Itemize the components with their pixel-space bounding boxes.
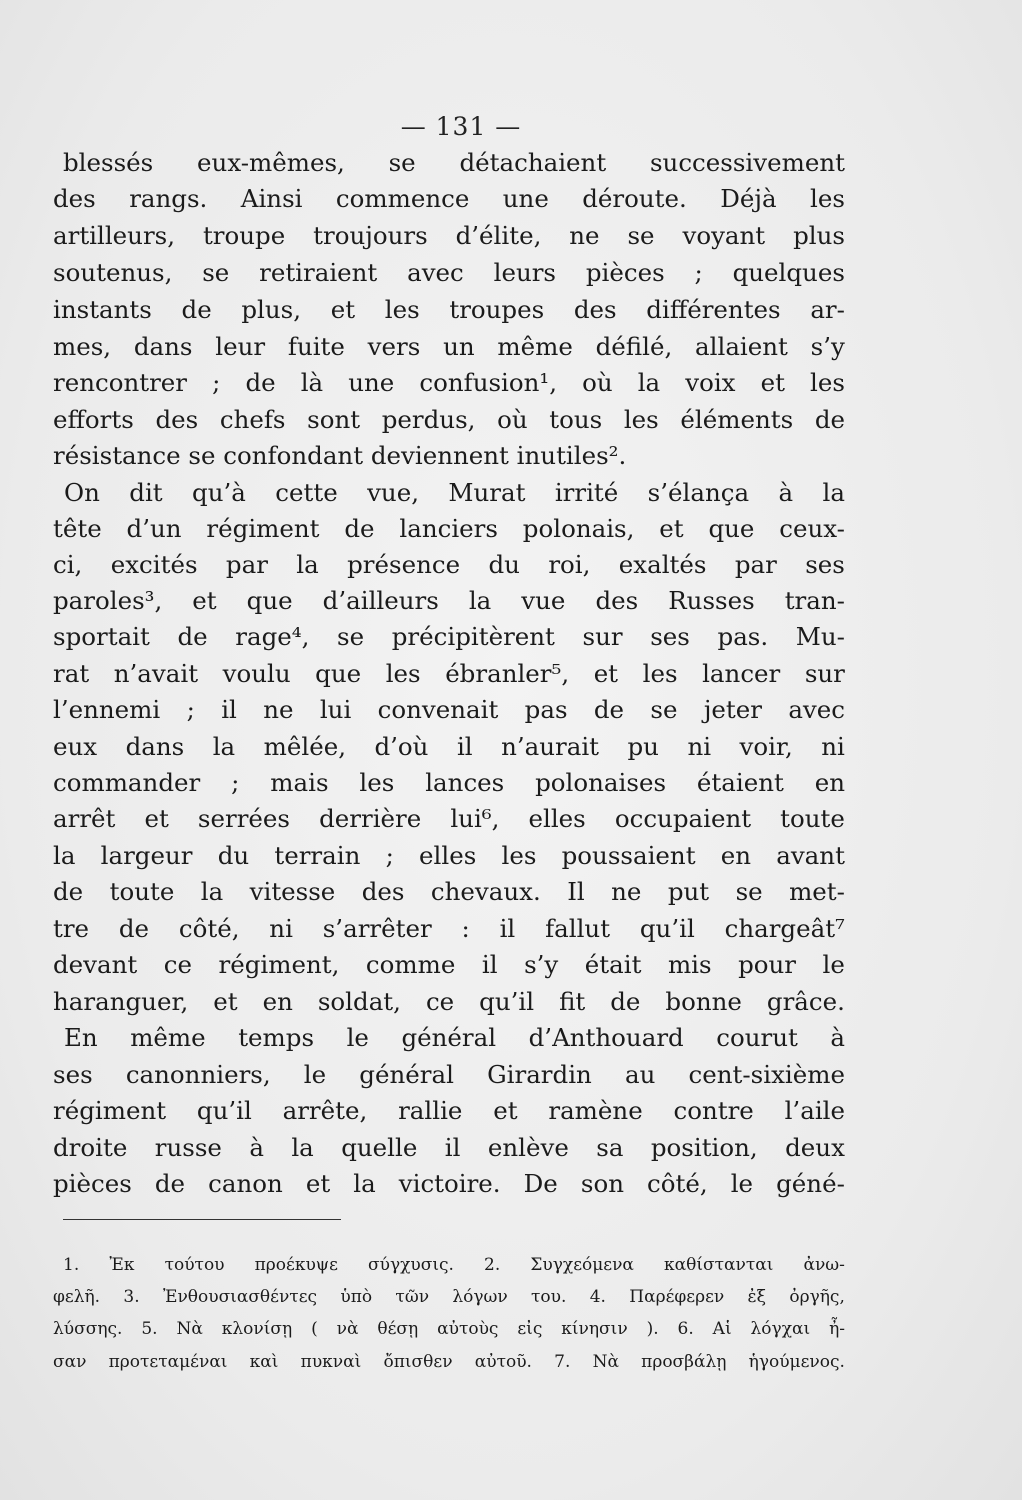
- text-line: rat n’avait voulu que les ébranler⁵, et les lancer sur: [53, 658, 845, 688]
- text-line: instants de plus, et les troupes des différentes ar-: [53, 294, 845, 324]
- text-line: ses canonniers, le général Girardin au cent-sixième: [53, 1059, 845, 1089]
- footnote-line: λύσσης. 5. Νὰ κλονίσῃ ( νὰ θέσῃ αὐτοὺς εἰς κίνησιν ). 6. Αἱ λόγχαι ἦ-: [53, 1319, 845, 1339]
- text-line: des rangs. Ainsi commence une déroute. Déjà les: [53, 183, 845, 213]
- footnote-separator: [63, 1219, 341, 1220]
- text-line: régiment qu’il arrête, rallie et ramène contre l’aile: [53, 1095, 845, 1125]
- text-line: la largeur du terrain ; elles les poussaient en avant: [53, 840, 845, 870]
- text-line: sportait de rage⁴, se précipitèrent sur ses pas. Mu-: [53, 621, 845, 651]
- text-line: blessés eux-mêmes, se détachaient successivement: [63, 147, 845, 177]
- text-line: tête d’un régiment de lanciers polonais, et que ceux-: [53, 513, 845, 543]
- text-line: pièces de canon et la victoire. De son côté, le géné-: [53, 1168, 845, 1198]
- footnote-line: φελῆ. 3. Ἐνθουσιασθέντες ὑπὸ τῶν λόγων του. 4. Παρέφερεν ἐξ ὀργῆς,: [53, 1287, 845, 1307]
- text-line: l’ennemi ; il ne lui convenait pas de se jeter avec: [53, 694, 845, 724]
- text-line: ci, excités par la présence du roi, exaltés par ses: [53, 549, 845, 579]
- text-line: artilleurs, troupe troujours d’élite, ne se voyant plus: [53, 220, 845, 250]
- text-line: paroles³, et que d’ailleurs la vue des Russes tran-: [53, 585, 845, 615]
- text-line: commander ; mais les lances polonaises étaient en: [53, 767, 845, 797]
- text-line: droite russe à la quelle il enlève sa position, deux: [53, 1132, 845, 1162]
- text-line: de toute la vitesse des chevaux. Il ne put se met-: [53, 876, 845, 906]
- text-line: haranguer, et en soldat, ce qu’il fit de bonne grâce.: [53, 986, 845, 1016]
- text-line: eux dans la mêlée, d’où il n’aurait pu ni voir, ni: [53, 731, 845, 761]
- text-line: résistance se confondant deviennent inutiles².: [53, 440, 627, 470]
- text-line: arrêt et serrées derrière lui⁶, elles occupaient toute: [53, 803, 845, 833]
- text-line: rencontrer ; de là une confusion¹, où la voix et les: [53, 367, 845, 397]
- text-line: efforts des chefs sont perdus, où tous les éléments de: [53, 404, 845, 434]
- text-line: tre de côté, ni s’arrêter : il fallut qu’il chargeât⁷: [53, 913, 845, 943]
- text-line: En même temps le général d’Anthouard courut à: [64, 1022, 845, 1052]
- text-line: mes, dans leur fuite vers un même défilé, allaient s’y: [53, 331, 845, 361]
- page-number: — 131 —: [400, 112, 522, 141]
- text-line: soutenus, se retiraient avec leurs pièces ; quelques: [53, 257, 845, 287]
- text-line: On dit qu’à cette vue, Murat irrité s’élança à la: [64, 477, 845, 507]
- footnote-line: σαν προτεταμέναι καὶ πυκναὶ ὄπισθεν αὐτοῦ. 7. Νὰ προσβάλῃ ἡγούμενος.: [53, 1352, 845, 1372]
- footnote-line: 1. Ἐκ τούτου προέκυψε σύγχυσις. 2. Συγχεόμενα καθίστανται ἀνω-: [63, 1255, 845, 1275]
- text-line: devant ce régiment, comme il s’y était mis pour le: [53, 949, 845, 979]
